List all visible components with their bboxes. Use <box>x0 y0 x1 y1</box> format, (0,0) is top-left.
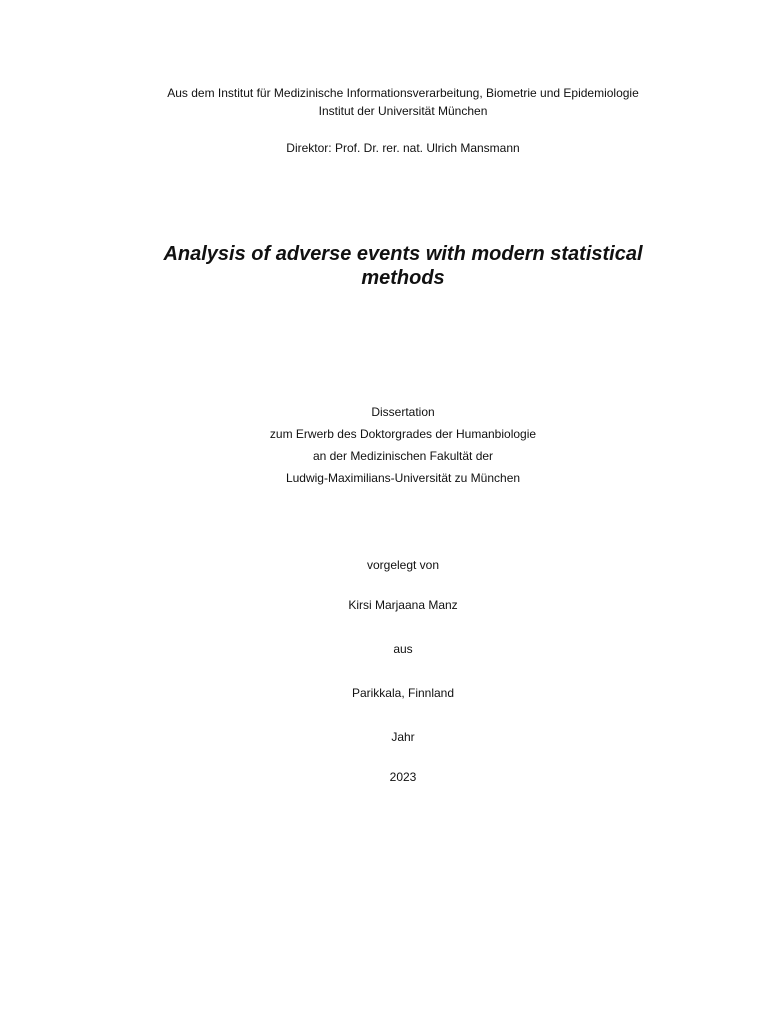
birthplace: Parikkala, Finnland <box>351 686 455 700</box>
dissertation-line-1: zum Erwerb des Doktorgrades der Humanbiologie <box>269 427 537 441</box>
dissertation-line-3: Ludwig-Maximilians-Universität zu München <box>285 471 521 485</box>
thesis-title-line-2: methods <box>361 267 445 289</box>
from-label: aus <box>393 642 413 656</box>
author-name: Kirsi Marjaana Manz <box>348 598 458 612</box>
year-label: Jahr <box>391 730 415 744</box>
year-value: 2023 <box>389 770 417 784</box>
director-line: Direktor: Prof. Dr. rer. nat. Ulrich Mansmann <box>286 141 520 155</box>
institute-line-2: Institut der Universität München <box>318 104 488 118</box>
thesis-title-line-1: Analysis of adverse events with modern statistical <box>163 243 643 265</box>
institute-line-1: Aus dem Institut für Medizinische Informationsverarbeitung, Biometrie und Epidemiologie <box>167 86 639 100</box>
dissertation-heading: Dissertation <box>371 405 435 419</box>
dissertation-line-2: an der Medizinischen Fakultät der <box>312 449 494 463</box>
presented-by-label: vorgelegt von <box>366 558 440 572</box>
